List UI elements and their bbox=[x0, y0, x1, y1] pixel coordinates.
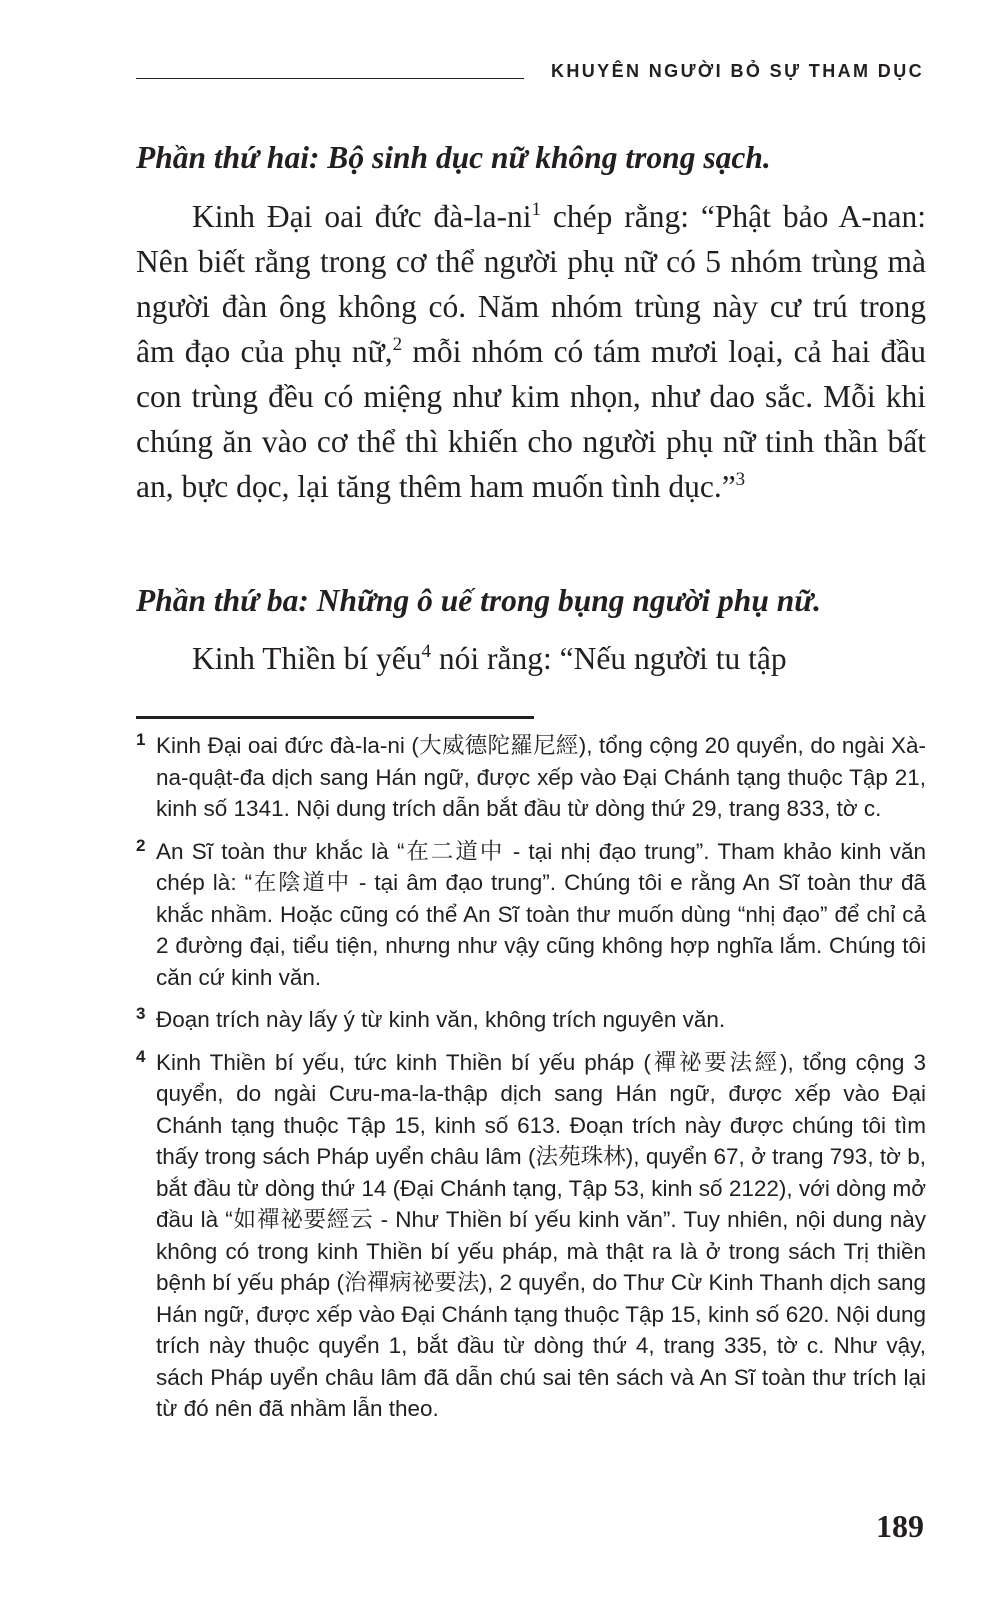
page-number: 189 bbox=[876, 1508, 924, 1544]
section-heading-text: Phần thứ hai: Bộ sinh dục nữ không trong sạch. bbox=[136, 140, 771, 175]
footnote-text: Kinh Thiền bí yếu, tức kinh Thiền bí yếu pháp (禪祕要法經), tổng cộng 3 quyển, do ngài Cưu-ma-la-thập dịch sang Hán ngữ, được xếp vào Đại Chánh tạng thuộc Tập 15, kinh số 613. Đoạn trích này được chúng tôi tìm thấy trong sách Pháp uyển châu lâm (法苑珠林), quyển 67, ở trang 793, tờ b, bắt đầu từ dòng thứ 14 (Đại Chánh tạng, Tập 53, kinh số 2122), với dòng mở đầu là “如禪祕要經云 - Như Thiền bí yếu kinh văn”. Tuy nhiên, nội dung này không có trong kinh Thiền bí yếu pháp, mà thật ra là ở trong sách Trị thiền bệnh bí yếu pháp (治禪病祕要法), 2 quyển, do Thư Cừ Kinh Thanh dịch sang Hán ngữ, được xếp vào Đại Chánh tạng thuộc Tập 15, kinh số 620. Nội dung trích này thuộc quyển 1, bắt đầu từ dòng thứ 4, trang 335, tờ c. Như vậy, sách Pháp uyển châu lâm đã dẫn chú sai tên sách và An Sĩ toàn thư trích lại từ đó nên đã nhầm lẫn theo. bbox=[156, 1049, 926, 1421]
footnote-number: 1 bbox=[136, 730, 146, 749]
footnote-number: 4 bbox=[136, 1046, 146, 1066]
header-rule bbox=[136, 78, 524, 79]
text-segment: mỗi nhóm có tám mươi loại, cả hai đầu con trùng đều có miệng như kim nhọn, như dao sắc. Mỗi khi chúng ăn vào cơ thể thì khiến cho người phụ nữ tinh thần bất an, bực dọc, lại tăng thêm ham muốn tình dục.” bbox=[136, 334, 926, 504]
footnote-4 bbox=[136, 1047, 926, 1425]
footnote-ref[interactable]: 2 bbox=[392, 334, 403, 355]
body-paragraph-2 bbox=[136, 636, 926, 681]
footnotes bbox=[136, 730, 926, 1436]
section-heading-part-two bbox=[136, 135, 926, 180]
running-header: KHUYÊN NGƯỜI BỎ SỰ THAM DỤC bbox=[550, 61, 924, 81]
footnote-ref[interactable]: 3 bbox=[735, 469, 746, 490]
footnote-ref[interactable]: 4 bbox=[421, 641, 432, 662]
footnote-ref[interactable]: 1 bbox=[531, 199, 541, 220]
body-paragraph-1 bbox=[136, 194, 926, 509]
footnote-2 bbox=[136, 836, 926, 994]
footnote-text: Kinh Đại oai đức đà-la-ni (大威德陀羅尼經), tổng cộng 20 quyển, do ngài Xà-na-quật-đa dịch sang Hán ngữ, được xếp vào Đại Chánh tạng thuộc Tập 21, kinh số 1341. Nội dung trích dẫn bắt đầu từ dòng thứ 29, trang 833, tờ c. bbox=[156, 733, 926, 821]
section-heading-text: Phần thứ ba: Những ô uế trong bụng người phụ nữ. bbox=[136, 583, 821, 618]
footnote-number: 2 bbox=[136, 835, 146, 855]
section-heading-part-three bbox=[136, 578, 926, 623]
paragraph bbox=[136, 636, 926, 681]
footnote-separator bbox=[136, 716, 534, 719]
footnote-text: An Sĩ toàn thư khắc là “在二道中 - tại nhị đạo trung”. Tham khảo kinh văn chép là: “在陰道中 - tại âm đạo trung”. Chúng tôi e rằng An Sĩ toàn thư đã khắc nhầm. Hoặc cũng có thể An Sĩ toàn thư muốn dùng “nhị đạo” để chỉ cả 2 đường đại, tiểu tiện, nhưng như vậy cũng không hợp nghĩa lắm. Chúng tôi căn cứ kinh văn. bbox=[156, 838, 926, 990]
footnote-number: 3 bbox=[136, 1004, 146, 1023]
footnote-1 bbox=[136, 730, 926, 825]
text-segment: Kinh Đại oai đức đà-la-ni bbox=[192, 199, 532, 234]
text-segment: chép rằng: “Phật bảo A-nan: Nên biết rằng trong cơ thể người phụ nữ có 5 nhóm trùng mà người đàn ông không có. Năm nhóm trùng này cư trú trong âm đạo của phụ nữ, bbox=[136, 199, 926, 369]
text-segment: Kinh Thiền bí yếu bbox=[192, 641, 422, 676]
footnote-text: Đoạn trích này lấy ý từ kinh văn, không trích nguyên văn. bbox=[156, 1007, 726, 1032]
paragraph bbox=[136, 194, 926, 509]
text-segment: nói rằng: “Nếu người tu tập bbox=[431, 641, 787, 676]
footnote-3 bbox=[136, 1004, 926, 1036]
